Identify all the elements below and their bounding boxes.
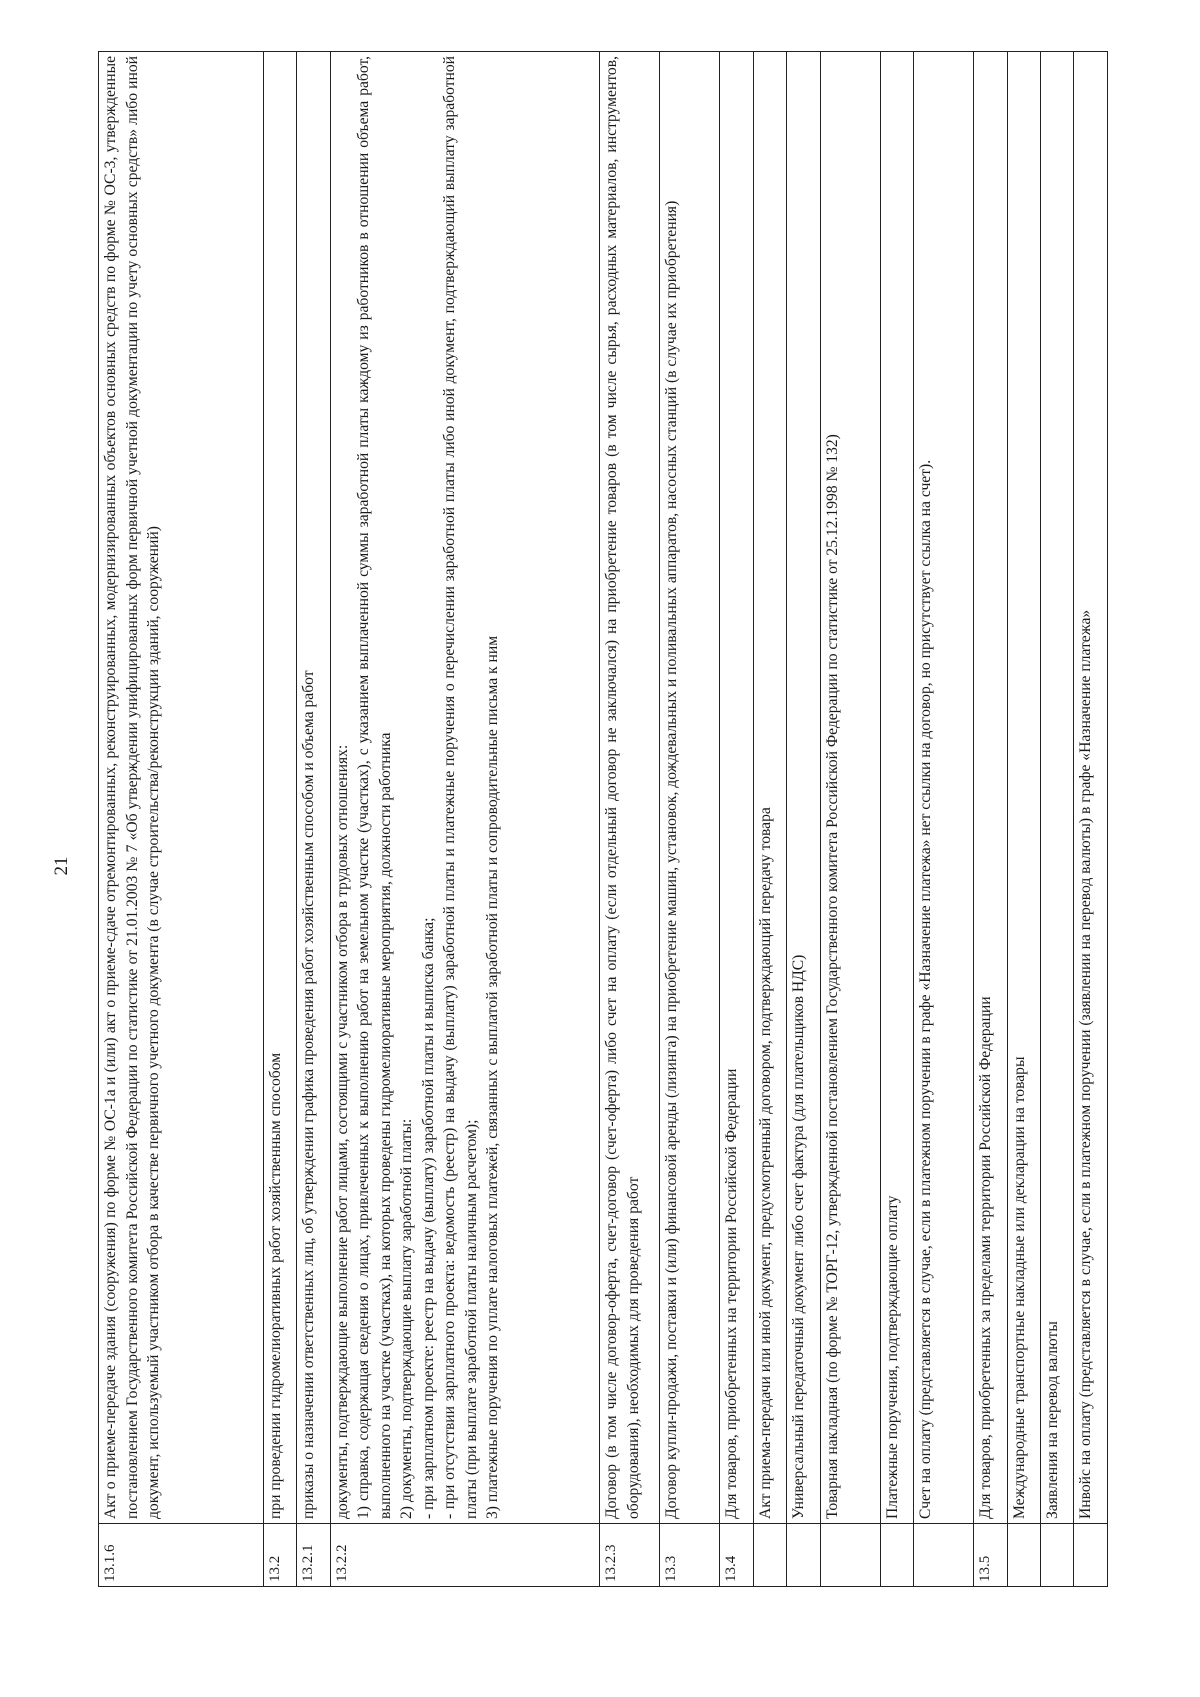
content-line: Акт о приеме-передаче здания (сооружения) по форме № ОС-1а и (или) акт о приеме-сдаче отремонтированных, реконструированных, модернизированных объектов основных средств по форме № ОС-3, утвержденные постановлением Государственного комитета Российской Федерации по статистике от 21.01.2003 № 7 «Об утверждении унифицированных форм первичной учетной документации по учету основных средств» либо иной документ, используемый участником отбора в качестве первичного учетного документа (в случае строительства/реконструкции зданий, сооружений) <box>102 56 163 1519</box>
content-line: Товарная накладная (по форме № ТОРГ-12, утвержденной постановлением Государственного комитета Российской Федерации по статистике от 25.12.1998 № 132) <box>823 434 841 1519</box>
table-row <box>720 52 753 1587</box>
row-content-cell <box>600 52 660 1524</box>
row-content-cell <box>1041 52 1074 1524</box>
requirements-table <box>98 51 1108 1587</box>
content-line: документы, подтверждающие выполнение работ лицами, состоящими с участником отбора в трудовых отношениях: <box>333 744 351 1519</box>
content-line: приказы о назначении ответственных лиц, об утверждении графика проведения работ хозяйственным способом и объема работ <box>300 670 318 1519</box>
row-number-cell: 13.2.3 <box>600 1524 660 1587</box>
content-line: Счет на оплату (представляется в случае, если в платежном поручении в графе «Назначение платежа» нет ссылки на договор, но присутствует ссылка на счет). <box>917 459 935 1519</box>
content-line: Для товаров, приобретенных за пределами территории Российской Федерации <box>977 996 995 1519</box>
content-line: Акт приема-передачи или иной документ, предусмотренный договором, подтверждающий передачу товара <box>756 807 774 1519</box>
row-number-cell: 13.2.2 <box>330 1524 600 1587</box>
row-number-cell <box>880 1524 913 1587</box>
content-line: Заявления на перевод валюты <box>1044 1321 1062 1519</box>
content-line: 3) платежные поручения по уплате налоговых платежей, связанных с выплатой заработной платы и сопроводительные письма к ним <box>484 635 502 1519</box>
table-row <box>1074 52 1108 1587</box>
content-line: Международные транспортные накладные или декларации на товары <box>1010 1056 1028 1519</box>
table-row <box>600 52 660 1587</box>
row-number-cell: 13.5 <box>974 1524 1007 1587</box>
row-number-cell <box>914 1524 974 1587</box>
table-row <box>914 52 974 1587</box>
row-number-cell: 13.2.1 <box>297 1524 330 1587</box>
row-number-cell: 13.4 <box>720 1524 753 1587</box>
row-content-cell <box>914 52 974 1524</box>
row-content-cell <box>1074 52 1108 1524</box>
row-content-cell <box>753 52 786 1524</box>
row-number-cell <box>820 1524 880 1587</box>
row-content-cell <box>99 52 264 1524</box>
page-number: 21 <box>51 856 72 876</box>
content-line: - при отсутствии зарплатного проекта: ведомость (реестр) на выдачу (выплату) заработной платы и платежные поручения о перечислении заработной платы либо иной документ, подтверждающий выплату заработной платы (при выплате заработной платы наличным расчетом); <box>441 56 480 1519</box>
content-line: Договор (в том числе договор-оферта, счет-договор (счет-оферта) либо счет на оплату (если отдельный договор не заключался) на приобретение товаров (в том числе сырья, расходных материалов, инструментов, оборудования), необходимых для проведения работ <box>603 56 642 1519</box>
row-content-cell <box>1007 52 1040 1524</box>
row-number-cell: 13.1.6 <box>99 1524 264 1587</box>
row-number-cell <box>1074 1524 1108 1587</box>
table-row <box>99 52 264 1587</box>
content-line: Платежные поручения, подтверждающие оплату <box>883 1195 901 1519</box>
content-line: Универсальный передаточный документ либо счет фактура (для плательщиков НДС) <box>790 954 808 1519</box>
table-body <box>99 52 1108 1587</box>
row-content-cell <box>820 52 880 1524</box>
row-content-cell <box>720 52 753 1524</box>
table-row <box>787 52 820 1587</box>
row-number-cell: 13.2 <box>263 1524 296 1587</box>
content-line: Для товаров, приобретенных на территории Российской Федерации <box>723 1068 741 1519</box>
table-row <box>660 52 720 1587</box>
content-line: - при зарплатном проекте: реестр на выдачу (выплату) заработной платы и выписка банка; <box>419 917 437 1519</box>
table-row <box>330 52 600 1587</box>
table-row <box>1041 52 1074 1587</box>
row-content-cell <box>974 52 1007 1524</box>
row-content-cell <box>330 52 600 1524</box>
rotated-table-container <box>98 51 1108 1587</box>
content-line: Договор купли-продажи, поставки и (или) финансовой аренды (лизинга) на приобретение машин, установок, дождевальных и поливальных аппаратов, насосных станций (в случае их приобретения) <box>663 200 681 1519</box>
row-content-cell <box>660 52 720 1524</box>
table-row <box>880 52 913 1587</box>
content-line: Инвойс на оплату (представляется в случае, если в платежном поручении (заявлении на перевод валюты) в графе «Назначение платежа» <box>1077 609 1095 1519</box>
row-number-cell <box>787 1524 820 1587</box>
table-row <box>820 52 880 1587</box>
table-row <box>753 52 786 1587</box>
row-number-cell <box>1041 1524 1074 1587</box>
row-content-cell <box>787 52 820 1524</box>
row-number-cell <box>753 1524 786 1587</box>
content-line: 1) справка, содержащая сведения о лицах, привлеченных к выполнению работ на земельном участке (участках), с указанием выплаченной суммы заработной платы каждому из работников в отношении объема работ, выполненного на участке (участках), на которых проведены гидромелиоративные мероприятия, должности работника <box>355 56 394 1519</box>
row-number-cell <box>1007 1524 1040 1587</box>
table-row <box>1007 52 1040 1587</box>
row-content-cell <box>880 52 913 1524</box>
table-row <box>297 52 330 1587</box>
table-row <box>263 52 296 1587</box>
table-row <box>974 52 1007 1587</box>
row-content-cell <box>297 52 330 1524</box>
row-content-cell <box>263 52 296 1524</box>
content-line: 2) документы, подтверждающие выплату заработной платы: <box>398 1118 416 1519</box>
row-number-cell: 13.3 <box>660 1524 720 1587</box>
content-line: при проведении гидромелиоративных работ хозяйственным способом <box>266 1052 284 1519</box>
